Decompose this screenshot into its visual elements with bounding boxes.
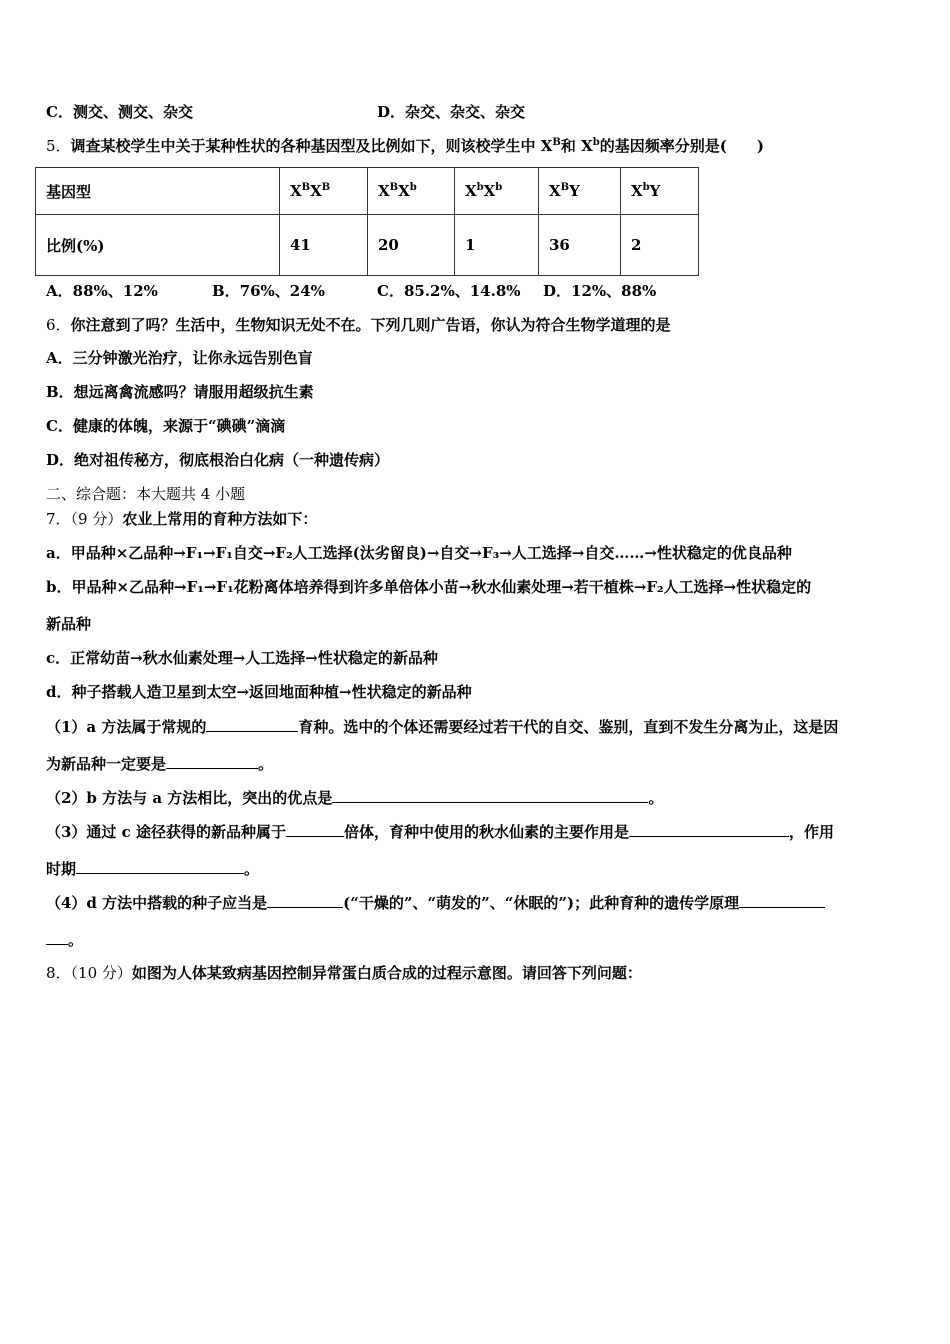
answer-blank[interactable]	[206, 716, 298, 732]
q5-stem-text2: 和 X	[560, 137, 593, 155]
q7-part1	[46, 716, 838, 737]
q7-p2-text: （2）b 方法与 a 方法相比，突出的优点是	[46, 789, 333, 807]
q7-p1-text3: 为新品种一定要是	[46, 755, 167, 773]
sup-b: b	[592, 137, 600, 148]
q7-method-d: d．种子搭载人造卫星到太空→返回地面种植→性状稳定的新品种	[46, 683, 472, 701]
q8-stem-text: 如图为人体某致病基因控制异常蛋白质合成的过程示意图。请回答下列问题：	[131, 964, 642, 982]
genotype-table	[35, 167, 699, 276]
q7-method-c: c．正常幼苗→秋水仙素处理→人工选择→性状稳定的新品种	[46, 649, 438, 667]
q7-part2	[46, 787, 663, 808]
question-number: 7．	[46, 510, 71, 528]
q7-method-b: b．甲品种×乙品种→F₁→F₁花粉离体培养得到许多单倍体小苗→秋水仙素处理→若干植株→F₂人工选择→性状稳定的	[46, 578, 812, 596]
q7-stem-text: 农业上常用的育种方法如下：	[122, 510, 318, 528]
table-cell: 2	[621, 215, 699, 276]
genotype-XBXb: $X^BX^b$	[368, 168, 455, 215]
q6-stem	[46, 315, 671, 335]
genotype-XbXb: $X^bX^b$	[455, 168, 539, 215]
q5-option-d: D．12%、88%	[543, 282, 657, 300]
q4-option-c: C．测交、测交、杂交	[46, 103, 193, 121]
q7-p3-text: （3）通过 c 途径获得的新品种属于	[46, 823, 287, 841]
genotype-XBXB: $X^BX^B$	[280, 168, 368, 215]
q7-part3-cont	[46, 858, 259, 879]
q7-p1-text2: 育种。选中的个体还需要经过若干代的自交、鉴别，直到不发生分离为止，这是因	[298, 718, 839, 736]
table-cell: 41	[280, 215, 368, 276]
table-cell: 1	[455, 215, 539, 276]
q5-option-c: C．85.2%、14.8%	[377, 282, 521, 300]
q7-p4-text: （4）d 方法中搭载的种子应当是	[46, 894, 268, 912]
q6-option-b: B．想远离禽流感吗？请服用超级抗生素	[46, 383, 314, 401]
period: 。	[258, 755, 274, 773]
answer-blank[interactable]	[166, 753, 258, 769]
question-number: 5．	[46, 137, 71, 155]
q4-options	[46, 102, 526, 122]
q5-options	[46, 281, 657, 301]
q5-stem	[46, 136, 764, 156]
q7-p3-text3: ，作用	[789, 823, 835, 841]
q6-option-a: A．三分钟激光治疗，让你永远告别色盲	[46, 349, 313, 367]
answer-blank[interactable]	[739, 892, 825, 908]
q7-p4-text2: (“干燥的”、“萌发的”、“休眠的”)；此种育种的遗传学原理	[343, 894, 740, 912]
q7-part4	[46, 892, 825, 913]
q8-stem	[46, 963, 642, 983]
table-ratio-label: 比例(%)	[36, 215, 280, 276]
table-row	[36, 215, 699, 276]
q7-p3-text4: 时期	[46, 860, 77, 878]
q7-p1-text: （1）a 方法属于常规的	[46, 718, 207, 736]
table-row	[36, 168, 699, 215]
q7-part1-cont	[46, 753, 273, 774]
answer-blank[interactable]	[332, 787, 648, 803]
period: 。	[648, 789, 664, 807]
period: 。	[68, 931, 84, 949]
answer-blank[interactable]	[46, 929, 68, 945]
genotype-XBY: $X^BY$	[539, 168, 621, 215]
q7-method-b-cont: 新品种	[46, 615, 92, 633]
q5-option-b: B．76%、24%	[212, 282, 325, 300]
table-cell: 20	[368, 215, 455, 276]
q5-stem-text: 调查某校学生中关于某种性状的各种基因型及比例如下，则该校学生中 X	[70, 137, 553, 155]
q6-option-c: C．健康的体魄，来源于“碘碘”滴滴	[46, 417, 286, 435]
q5-stem-text3: 的基因频率分别是( )	[599, 137, 764, 155]
table-header-label: 基因型	[36, 168, 280, 215]
question-number: 8．	[46, 964, 71, 982]
q6-option-d: D．绝对祖传秘方，彻底根治白化病（一种遗传病）	[46, 451, 390, 469]
section-heading: 二、综合题：本大题共 4 小题	[46, 485, 246, 503]
table-cell: 36	[539, 215, 621, 276]
sup-B: B	[552, 137, 561, 148]
question-score: （10 分）	[70, 964, 132, 982]
q6-stem-text: 你注意到了吗？生活中，生物知识无处不在。下列几则广告语，你认为符合生物学道理的是	[70, 316, 671, 334]
question-score: （9 分）	[70, 510, 123, 528]
answer-blank[interactable]	[629, 821, 789, 837]
q7-p3-text2: 倍体，育种中使用的秋水仙素的主要作用是	[344, 823, 630, 841]
genotype-XbY: $X^bY$	[621, 168, 699, 215]
q5-option-a: A．88%、12%	[46, 282, 158, 300]
answer-blank[interactable]	[286, 821, 344, 837]
q7-part3	[46, 821, 834, 842]
q4-option-d: D．杂交、杂交、杂交	[377, 103, 526, 121]
q7-part4-cont	[46, 929, 83, 950]
q7-stem	[46, 509, 317, 529]
question-number: 6．	[46, 316, 71, 334]
answer-blank[interactable]	[76, 858, 244, 874]
q7-method-a: a．甲品种×乙品种→F₁→F₁自交→F₂人工选择(汰劣留良)→自交→F₃→人工选择→自交……→性状稳定的优良品种	[46, 544, 792, 562]
answer-blank[interactable]	[267, 892, 343, 908]
period: 。	[244, 860, 260, 878]
